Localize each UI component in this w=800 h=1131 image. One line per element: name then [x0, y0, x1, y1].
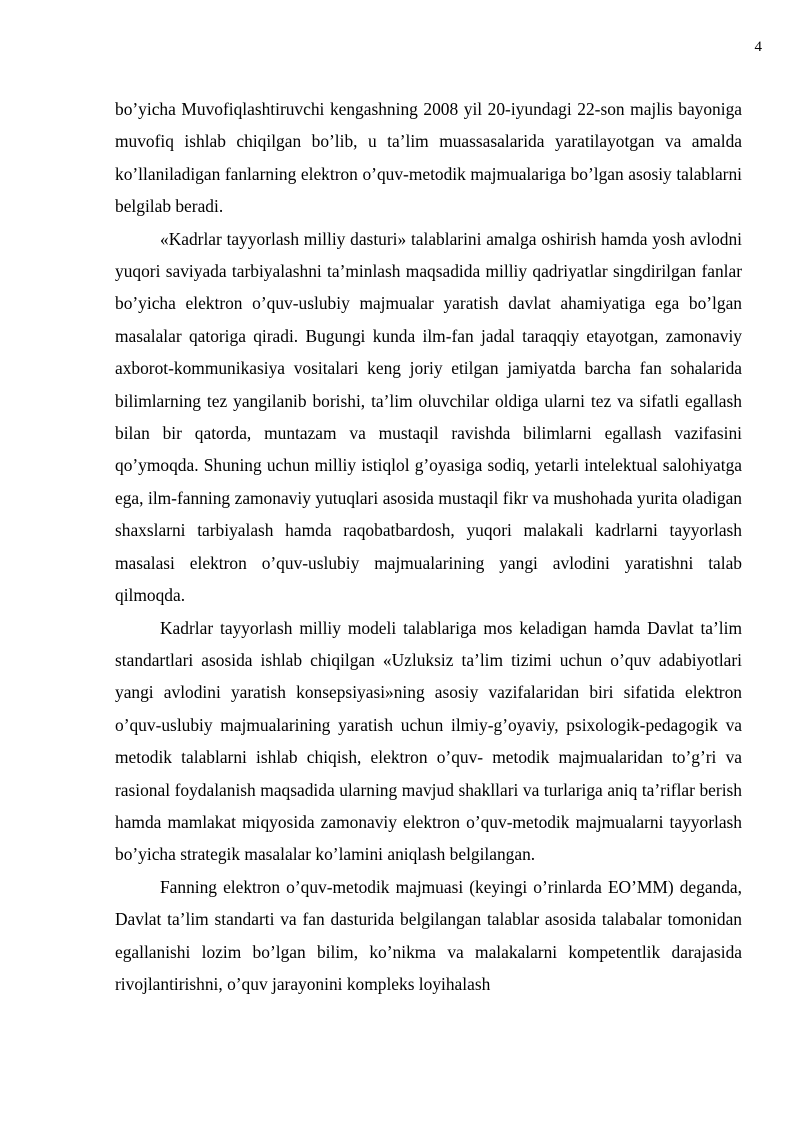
body-text: [115, 93, 742, 1000]
page-number: 4: [754, 39, 762, 55]
paragraph-continuation: bo’yicha Muvofiqlashtiruvchi kengashning 2008 yil 20-iyundagi 22-son majlis bayoniga muvofiq ishlab chiqilgan bo’lib, u ta’lim muassasalarida yaratilayotgan va amalda ko’llaniladigan fanlarning elektron o’quv-metodik majmualariga bo’lgan asosiy talablarni belgilab beradi.: [115, 99, 742, 217]
paragraph-kadrlar-modeli: Kadrlar tayyorlash milliy modeli talablariga mos keladigan hamda Davlat ta’lim standartlari asosida ishlab chiqilgan «Uzluksiz ta’lim tizimi uchun o’quv adabiyotlari yangi avlodini yaratish konsepsiyasi»ning asosiy vazifalaridan biri sifatida elektron o’quv-uslubiy majmualarining yaratish uchun ilmiy-g’oyaviy, psixologik-pedagogik va metodik talablarni ishlab chiqish, elektron o’quv- metodik majmualaridan to’g’ri va rasional foydalanish maqsadida ularning mavjud shakllari va turlariga aniq ta’riflar berish hamda mamlakat miqyosida zamonaviy elektron o’quv-metodik majmualarni tayyorlash bo’yicha strategik masalalar ko’lamini aniqlash belgilangan.: [115, 617, 742, 865]
paragraph-eomm-definition: Fanning elektron o’quv-metodik majmuasi (keyingi o’rinlarda EO’MM) deganda, Davlat ta’lim standarti va fan dasturida belgilangan talablar asosida talabalar tomonidan egallanishi lozim bo’lgan bilim, ko’nikma va malakalarni kompetentlik darajasida rivojlantirishni, o’quv jarayonini kompleks loyihalash: [115, 876, 742, 994]
paragraph-kadrlar-dasturi: «Kadrlar tayyorlash milliy dasturi» talablarini amalga oshirish hamda yosh avlodni yuqori saviyada tarbiyalashni ta’minlash maqsadida milliy qadriyatlar singdirilgan fanlar bo’yicha elektron o’quv-uslubiy majmualar yaratish davlat ahamiyatiga ega bo’lgan masalalar qatoriga qiradi. Bugungi kunda ilm-fan jadal taraqqiy etayotgan, zamonaviy axborot-kommunikasiya vositalari keng joriy etilgan jamiyatda barcha fan sohalarida bilimlarning tez yangilanib borishi, ta’lim oluvchilar oldiga ularni tez va sifatli egallash bilan bir qatorda, muntazam va mustaqil ravishda bilimlarni egallash vazifasini qo’ymoqda. Shuning uchun milliy istiqlol g’oyasiga sodiq, yetarli intelektual salohiyatga ega, ilm-fanning zamonaviy yutuqlari asosida mustaqil fikr va mushohada yurita oladigan shaxslarni tarbiyalash hamda raqobatbardosh, yuqori malakali kadrlarni tayyorlash masalasi elektron o’quv-uslubiy majmualarining yangi avlodini yaratishni talab qilmoqda.: [115, 228, 742, 606]
